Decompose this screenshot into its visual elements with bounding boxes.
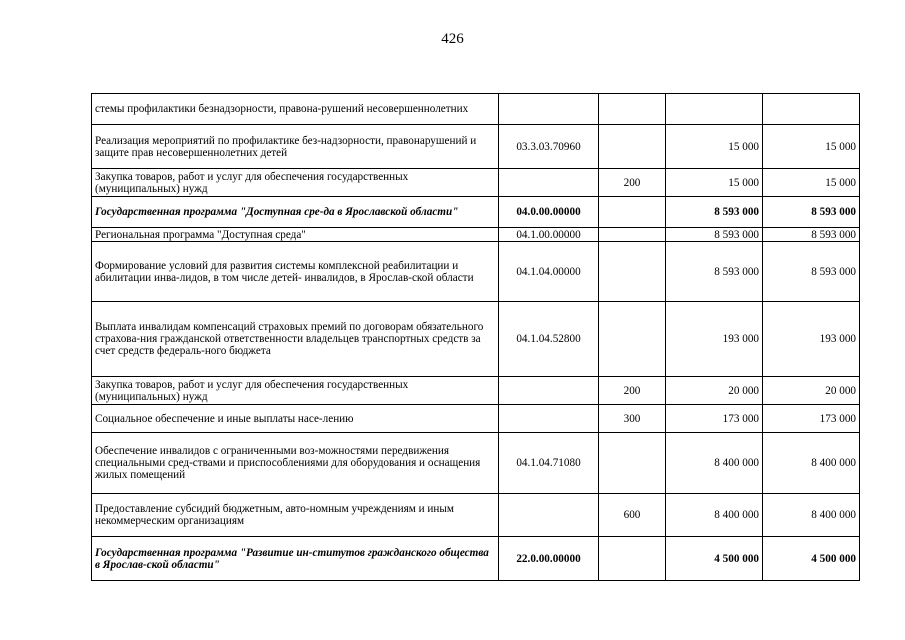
budget-table-body xyxy=(92,94,860,581)
page-number: 426 xyxy=(441,31,464,47)
row-sum-year1-cell: 8 593 000 xyxy=(666,228,763,242)
row-sum-year2-cell: 8 593 000 xyxy=(763,242,860,302)
row-code-cell: 04.0.00.00000 xyxy=(499,197,599,228)
row-name-cell: Выплата инвалидам компенсаций страховых премий по договорам обязательного страхова-ния гражданской ответственности владельцев транспортных средств за счет средств федераль-ного бюджета xyxy=(92,302,499,377)
row-expense-type-cell xyxy=(599,125,666,169)
row-sum-year2-cell: 8 593 000 xyxy=(763,228,860,242)
row-sum-year2-cell: 4 500 000 xyxy=(763,537,860,581)
table-row xyxy=(92,242,860,302)
row-code-cell: 04.1.04.00000 xyxy=(499,242,599,302)
table-row xyxy=(92,169,860,197)
row-sum-year1-cell: 8 400 000 xyxy=(666,433,763,494)
row-name-cell: стемы профилактики безнадзорности, правона-рушений несовершеннолетних xyxy=(92,94,499,125)
row-sum-year2-cell xyxy=(763,94,860,125)
table-row xyxy=(92,494,860,537)
row-name-cell: Региональная программа "Доступная среда" xyxy=(92,228,499,242)
row-name-cell: Социальное обеспечение и иные выплаты насе-лению xyxy=(92,405,499,433)
row-sum-year2-cell: 193 000 xyxy=(763,302,860,377)
row-sum-year2-cell: 15 000 xyxy=(763,169,860,197)
row-sum-year1-cell: 15 000 xyxy=(666,125,763,169)
row-sum-year1-cell: 173 000 xyxy=(666,405,763,433)
budget-table xyxy=(91,93,860,581)
row-expense-type-cell xyxy=(599,242,666,302)
row-name-cell: Формирование условий для развития системы комплексной реабилитации и абилитации инва-лидов, в том числе детей- инвалидов, в Ярослав-ской области xyxy=(92,242,499,302)
row-name-cell: Закупка товаров, работ и услуг для обеспечения государственных (муниципальных) нужд xyxy=(92,169,499,197)
row-sum-year1-cell: 8 593 000 xyxy=(666,242,763,302)
row-sum-year1-cell: 193 000 xyxy=(666,302,763,377)
table-row xyxy=(92,433,860,494)
table-row xyxy=(92,405,860,433)
row-sum-year2-cell: 8 400 000 xyxy=(763,433,860,494)
table-row xyxy=(92,94,860,125)
row-name-cell: Обеспечение инвалидов с ограниченными воз-можностями передвижения специальными сред-ствами и приспособлениями для оборудования и оснащения жилых помещений xyxy=(92,433,499,494)
row-code-cell xyxy=(499,405,599,433)
row-sum-year1-cell: 8 593 000 xyxy=(666,197,763,228)
table-row xyxy=(92,228,860,242)
row-code-cell: 04.1.04.71080 xyxy=(499,433,599,494)
row-code-cell xyxy=(499,494,599,537)
row-name-cell: Закупка товаров, работ и услуг для обеспечения государственных (муниципальных) нужд xyxy=(92,377,499,405)
table-row xyxy=(92,377,860,405)
row-expense-type-cell: 600 xyxy=(599,494,666,537)
row-code-cell: 03.3.03.70960 xyxy=(499,125,599,169)
row-expense-type-cell xyxy=(599,537,666,581)
row-code-cell xyxy=(499,94,599,125)
row-sum-year2-cell: 8 593 000 xyxy=(763,197,860,228)
row-expense-type-cell xyxy=(599,197,666,228)
row-sum-year1-cell: 4 500 000 xyxy=(666,537,763,581)
row-code-cell xyxy=(499,377,599,405)
table-row xyxy=(92,537,860,581)
row-expense-type-cell xyxy=(599,433,666,494)
row-expense-type-cell: 300 xyxy=(599,405,666,433)
table-row xyxy=(92,125,860,169)
row-sum-year2-cell: 20 000 xyxy=(763,377,860,405)
row-expense-type-cell: 200 xyxy=(599,169,666,197)
row-expense-type-cell xyxy=(599,228,666,242)
row-code-cell: 04.1.04.52800 xyxy=(499,302,599,377)
row-sum-year1-cell xyxy=(666,94,763,125)
row-code-cell: 22.0.00.00000 xyxy=(499,537,599,581)
row-name-cell: Реализация мероприятий по профилактике без-надзорности, правонарушений и защите прав несовершеннолетних детей xyxy=(92,125,499,169)
row-sum-year2-cell: 15 000 xyxy=(763,125,860,169)
row-code-cell xyxy=(499,169,599,197)
row-expense-type-cell xyxy=(599,302,666,377)
table-row xyxy=(92,302,860,377)
row-code-cell: 04.1.00.00000 xyxy=(499,228,599,242)
row-sum-year1-cell: 15 000 xyxy=(666,169,763,197)
table-row xyxy=(92,197,860,228)
row-sum-year1-cell: 8 400 000 xyxy=(666,494,763,537)
row-expense-type-cell: 200 xyxy=(599,377,666,405)
row-name-cell: Государственная программа "Доступная сре-да в Ярославской области" xyxy=(92,197,499,228)
row-sum-year2-cell: 173 000 xyxy=(763,405,860,433)
row-sum-year2-cell: 8 400 000 xyxy=(763,494,860,537)
row-name-cell: Предоставление субсидий бюджетным, авто-номным учреждениям и иным некоммерческим организациям xyxy=(92,494,499,537)
row-name-cell: Государственная программа "Развитие ин-ститутов гражданского общества в Ярослав-ской области" xyxy=(92,537,499,581)
row-sum-year1-cell: 20 000 xyxy=(666,377,763,405)
row-expense-type-cell xyxy=(599,94,666,125)
